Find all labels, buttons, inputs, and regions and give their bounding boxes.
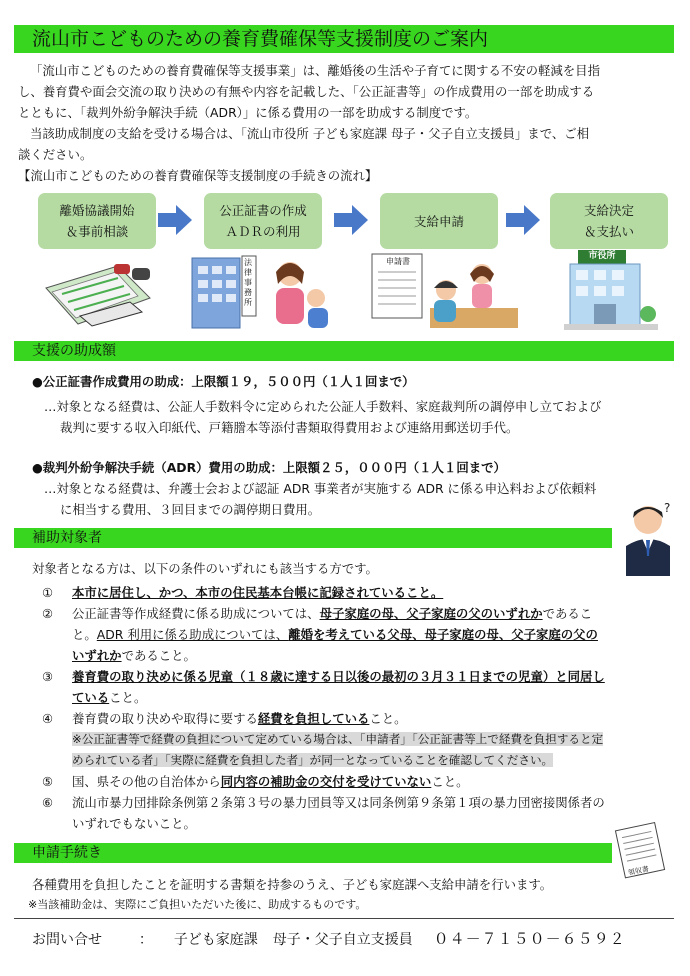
arrow-right-icon xyxy=(506,205,540,235)
eligible-intro: 対象者となる方は、以下の条件のいずれにも該当する方です。 xyxy=(32,561,378,576)
condition-6-line-1: 流山市暴力団排除条例第２条第３号の暴力団員等又は同条例第９条第１項の暴力団密接関係者の xyxy=(72,795,605,810)
law-office-sign: 法律事務所 xyxy=(244,258,252,307)
intro-paragraph-1: 「流山市こどものための養育費確保等支援事業」は、離婚後の生活や子育てに関する不安の軽減を目指 し、養育費や面会交流の取り決めの有無や内容を記載した、「公正証書等」の作成費用の一部を助成する とともに、「裁判外紛争解決手続（ADR）」に係る費用の一部を助成する制度です。 当該助成制度の支給を受ける場合は、「流山市役所 子ども家庭課 母子・父子自立支援員」まで、ご相 談ください。 【流山市こどものための養育費確保等支援制度の手続きの流れ】 xyxy=(18,60,678,186)
condition-4-note-2: められている者」「実際に経費を負担した者」が同一となっていることを確認してください。 xyxy=(72,753,554,767)
page-title: 流山市こどものための養育費確保等支援制度のご案内 xyxy=(32,28,489,50)
city-hall-sign: 市役所 xyxy=(588,251,616,261)
flow-step-4: 支給決定 ＆支払い xyxy=(550,193,668,249)
condition-3-cont: ていること。 xyxy=(72,690,147,705)
flow-step-1: 離婚協議開始 ＆事前相談 xyxy=(38,193,156,249)
contact-phone: ０４－７１５０－６５９２ xyxy=(433,930,626,948)
flow-step-2: 公正証書の作成 ＡＤＲの利用 xyxy=(204,193,322,249)
condition-2-cont-2: いずれかであること。 xyxy=(72,648,196,663)
contact-department: 子ども家庭課 xyxy=(173,932,258,948)
section-support-title: 支援の助成額 xyxy=(32,343,116,359)
support-item-2-line-1: …対象となる経費は、弁護士会および認証 ADR 事業者が実施する ADR に係る申込料および依頼料 xyxy=(44,481,597,496)
contact-staff: 母子・父子自立支援員 xyxy=(272,932,413,948)
arrow-right-icon xyxy=(158,205,192,235)
receipt-label: 領収書 xyxy=(627,864,650,878)
support-item-1-line-1: …対象となる経費は、公証人手数料令に定められた公証人手数料、家庭裁判所の調停申し立ておよび xyxy=(44,399,602,414)
condition-number: ① xyxy=(42,585,54,600)
svg-text:?: ? xyxy=(664,501,671,515)
page-title-bar xyxy=(14,25,674,53)
condition-1: 本市に居住し、かつ、本市の住民基本台帳に記録されていること。 xyxy=(72,585,444,600)
condition-number: ⑥ xyxy=(42,795,54,810)
section-eligible-header xyxy=(14,528,612,548)
flow-heading: 【流山市こどものための養育費確保等支援制度の手続きの流れ】 xyxy=(18,168,378,183)
condition-4-note-1: ※公正証書等で経費の負担について定めている場合は、「申請者」「公正証書等上で経費を負担すると定 xyxy=(72,732,604,746)
section-apply-title: 申請手続き xyxy=(32,845,102,861)
support-item-2-line-2: に相当する費用、３回目までの調停期日費用。 xyxy=(60,502,321,517)
condition-number: ⑤ xyxy=(42,774,54,789)
condition-2: 公正証書等作成経費に係る助成については、母子家庭の母、父子家庭の父のいずれかであるこ xyxy=(72,606,593,621)
application-form-label: 申請書 xyxy=(386,257,410,266)
condition-6-line-2: いずれでもないこと。 xyxy=(72,816,196,831)
flow-step-3: 支給申請 xyxy=(380,193,498,249)
condition-number: ② xyxy=(42,606,54,621)
section-eligible-title: 補助対象者 xyxy=(32,530,102,546)
businessman-illustration xyxy=(620,498,682,576)
contact-label: お問い合せ xyxy=(32,932,102,948)
support-item-2-title: ●裁判外紛争解決手続（ADR）費用の助成：上限額２５，０００円（１人１回まで） xyxy=(32,460,506,475)
contact-line: お問い合せ ： 子ども家庭課 母子・父子自立支援員 ０４－７１５０－６５９２ xyxy=(32,930,626,948)
footer-divider xyxy=(14,918,674,919)
condition-4: 養育費の取り決めや取得に要する経費を負担していること。 xyxy=(72,711,407,726)
condition-number: ③ xyxy=(42,669,54,684)
condition-2-cont: と。ADR 利用に係る助成については、離婚を考えている父母、母子家庭の母、父子家庭の父の xyxy=(72,627,598,642)
apply-text: 各種費用を負担したことを証明する書類を持参のうえ、子ども家庭課へ支給申請を行います。 xyxy=(32,877,553,892)
support-item-1-line-2: 裁判に要する収入印紙代、戸籍謄本等添付書類取得費用および連絡用郵送切手代。 xyxy=(60,420,519,435)
condition-3: 養育費の取り決めに係る児童（１８歳に達する日以後の最初の３月３１日までの児童）と同居し xyxy=(72,669,605,684)
law-office-illustration xyxy=(190,254,330,330)
document-stamp-illustration xyxy=(38,258,158,330)
condition-number: ④ xyxy=(42,711,54,726)
arrow-right-icon xyxy=(334,205,368,235)
section-apply-header xyxy=(14,843,612,863)
support-item-1-title: ●公正証書作成費用の助成：上限額１９，５００円（１人１回まで） xyxy=(32,374,415,389)
apply-note: ※当該補助金は、実際にご負担いただいた後に、助成するものです。 xyxy=(28,898,367,911)
condition-5: 国、県その他の自治体から同内容の補助金の交付を受けていないこと。 xyxy=(72,774,469,789)
section-support-header xyxy=(14,341,674,361)
